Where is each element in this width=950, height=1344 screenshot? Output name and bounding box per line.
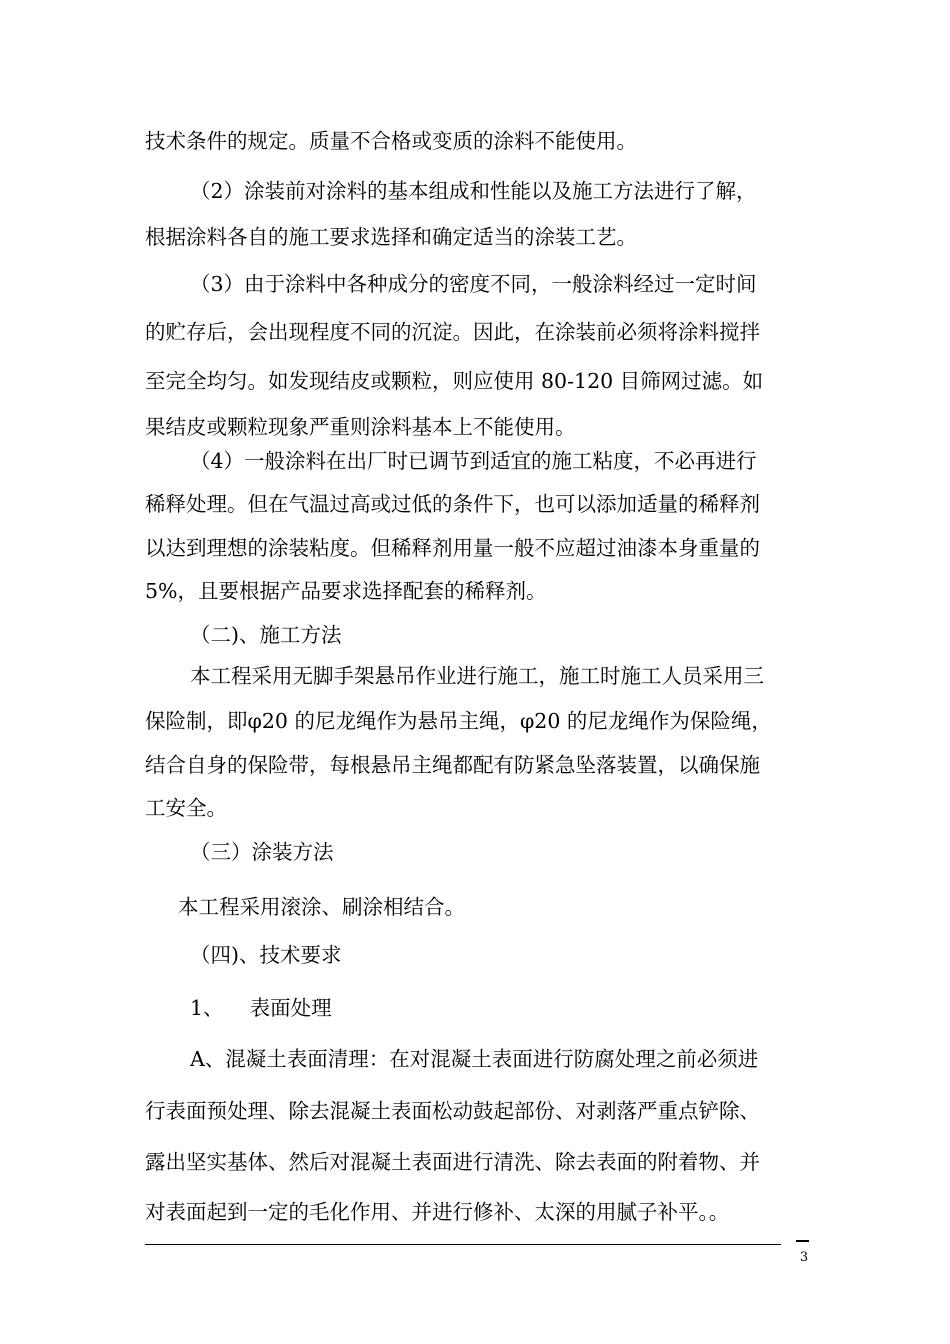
- text-line: 根据涂料各自的施工要求选择和确定适当的涂装工艺。: [145, 225, 637, 249]
- text-line: 至完全均匀。如发现结皮或颗粒，则应使用 80-120 目筛网过滤。如: [145, 369, 764, 393]
- text-line: A、混凝土表面清理：在对混凝土表面进行防腐处理之前必须进: [190, 1047, 759, 1071]
- section-heading: （四)、技术要求: [190, 943, 342, 967]
- footer-rule: [145, 1244, 781, 1245]
- footer-mark: [796, 1240, 809, 1242]
- text-line: （2）涂装前对涂料的基本组成和性能以及施工方法进行了解，: [190, 179, 757, 203]
- text-line: 本工程采用无脚手架悬吊作业进行施工，施工时施工人员采用三: [190, 664, 764, 688]
- text-line: 行表面预处理、除去混凝土表面松动鼓起部份、对剥落严重点铲除、: [145, 1099, 760, 1123]
- page-number: 3: [799, 1250, 809, 1265]
- text-line: 5%，且要根据产品要求选择配套的稀释剂。: [145, 579, 547, 603]
- text-line: 的贮存后，会出现程度不同的沉淀。因此，在涂装前必须将涂料搅拌: [145, 320, 760, 344]
- section-heading: （三）涂装方法: [190, 840, 334, 864]
- text-line: 果结皮或颗粒现象严重则涂料基本上不能使用。: [145, 415, 576, 439]
- text-line: 结合自身的保险带，每根悬吊主绳都配有防紧急坠落装置，以确保施: [145, 753, 760, 777]
- section-heading: （二)、施工方法: [190, 623, 342, 647]
- text-line: 以达到理想的涂装粘度。但稀释剂用量一般不应超过油漆本身重量的: [145, 536, 760, 560]
- text-line: 工安全。: [145, 796, 227, 820]
- text-line: （3）由于涂料中各种成分的密度不同，一般涂料经过一定时间: [190, 272, 757, 296]
- subsection-heading: 1、 表面处理: [190, 996, 332, 1020]
- text-line: 稀释处理。但在气温过高或过低的条件下，也可以添加适量的稀释剂: [145, 492, 760, 516]
- text-line: 保险制，即φ20 的尼龙绳作为悬吊主绳，φ20 的尼龙绳作为保险绳，: [145, 709, 772, 733]
- text-line: （4）一般涂料在出厂时已调节到适宜的施工粘度，不必再进行: [190, 449, 757, 473]
- text-line: 本工程采用滚涂、刷涂相结合。: [178, 895, 465, 919]
- text-line: 对表面起到一定的毛化作用、并进行修补、太深的用腻子补平。。: [145, 1200, 730, 1224]
- text-line: 露出坚实基体、然后对混凝土表面进行清洗、除去表面的附着物、并: [145, 1150, 760, 1174]
- text-line: 技术条件的规定。质量不合格或变质的涂料不能使用。: [145, 129, 637, 153]
